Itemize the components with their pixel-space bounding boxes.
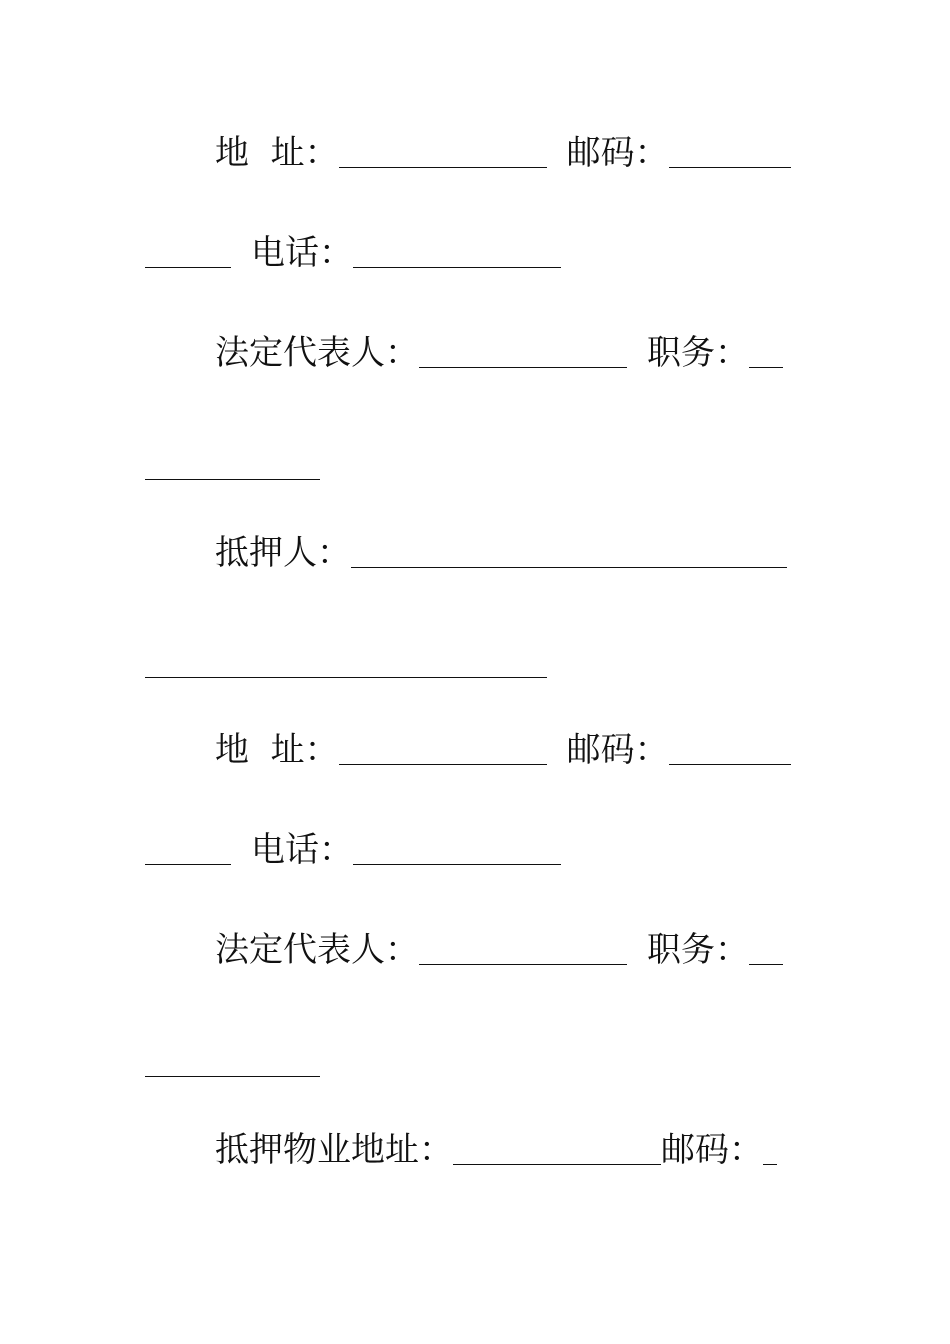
zip-blank[interactable] [669, 167, 791, 168]
address-label: 地 址： [215, 133, 339, 173]
property-address-label: 抵押物业地址： [215, 1130, 453, 1170]
property-zip-blank[interactable] [763, 1164, 777, 1165]
phone-line-1 [145, 228, 795, 278]
zip-blank-2-continued[interactable] [145, 864, 231, 865]
phone-label-2: 电话： [251, 830, 353, 870]
title-blank-2[interactable] [749, 964, 783, 965]
zip-label-2: 邮码： [566, 730, 669, 770]
title-blank-continued[interactable] [145, 479, 320, 480]
address-line-1 [145, 128, 795, 178]
property-address-line [145, 1125, 795, 1175]
address-line-2 [145, 725, 795, 775]
property-zip-label: 邮码： [661, 1130, 763, 1170]
mortgagor-line [145, 528, 795, 578]
mortgagor-blank-continued[interactable] [145, 677, 547, 678]
phone-label: 电话： [251, 233, 353, 273]
address-label-2: 地 址： [215, 730, 339, 770]
phone-blank-2[interactable] [353, 864, 561, 865]
address-blank[interactable] [339, 167, 547, 168]
phone-blank[interactable] [353, 267, 561, 268]
title-blank-2-continued[interactable] [145, 1076, 320, 1077]
property-address-blank[interactable] [453, 1164, 661, 1165]
representative-line-2 [145, 925, 795, 975]
phone-line-2 [145, 825, 795, 875]
representative-line-1 [145, 328, 795, 378]
representative-label: 法定代表人： [215, 333, 419, 373]
address-blank-2[interactable] [339, 764, 547, 765]
mortgagor-blank[interactable] [351, 567, 787, 568]
mortgagor-label: 抵押人： [215, 533, 351, 573]
representative-label-2: 法定代表人： [215, 930, 419, 970]
zip-label: 邮码： [566, 133, 669, 173]
title-blank[interactable] [749, 367, 783, 368]
zip-blank-2[interactable] [669, 764, 791, 765]
representative-blank-2[interactable] [419, 964, 627, 965]
title-line-continued-1 [145, 440, 795, 490]
representative-blank[interactable] [419, 367, 627, 368]
title-line-continued-2 [145, 1037, 795, 1087]
zip-blank-continued[interactable] [145, 267, 231, 268]
mortgagor-line-continued [145, 638, 795, 688]
title-label-2: 职务： [647, 930, 749, 970]
title-label: 职务： [647, 333, 749, 373]
